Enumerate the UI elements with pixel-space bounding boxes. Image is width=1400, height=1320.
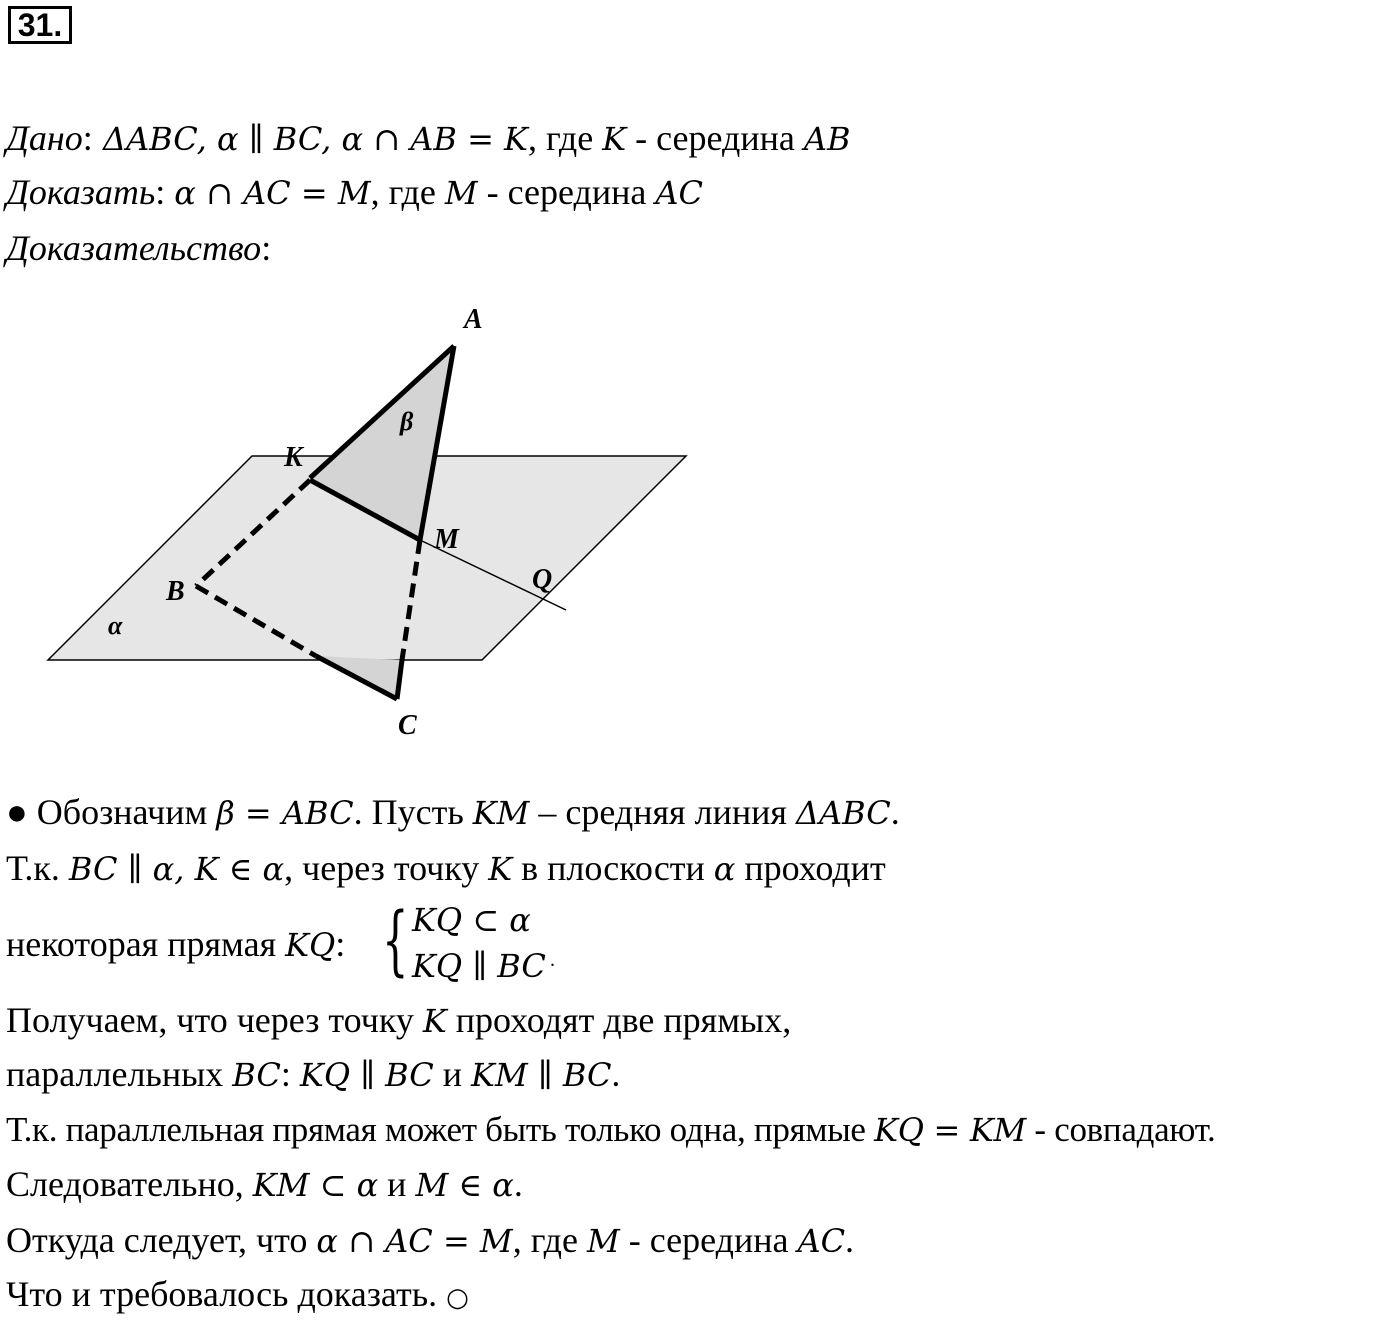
- proof-line-1: [6, 790, 900, 835]
- l7-t3: .: [513, 1164, 523, 1204]
- proof-line-7: [6, 1162, 523, 1207]
- l1-t3: – средняя линия: [529, 792, 796, 832]
- system-line-1: KQ ⊂ α: [412, 901, 531, 939]
- proof-heading: [6, 226, 271, 270]
- system-line-2: KQ ∥ BC: [412, 947, 546, 985]
- l5-m2: KQ ∥ BC: [299, 1056, 434, 1094]
- l8-t4: .: [845, 1220, 855, 1260]
- l1-t1: Обозначим: [36, 792, 217, 832]
- l5-m1: BC: [232, 1056, 281, 1094]
- prove-label: Доказать: [6, 172, 156, 212]
- l3-t1: некоторая прямая: [6, 924, 286, 964]
- l8-t3: - середина: [619, 1220, 798, 1260]
- label-b: B: [166, 576, 185, 607]
- given-label: Дано: [6, 118, 83, 158]
- system-dot: .: [550, 949, 555, 971]
- proof-line-5: [6, 1052, 620, 1097]
- l7-m1: KM ⊂ α: [252, 1166, 379, 1204]
- l4-t2: проходят две прямых,: [446, 1000, 792, 1040]
- l2-t4: проходит: [735, 848, 886, 888]
- label-c: C: [398, 710, 417, 741]
- label-q: Q: [532, 564, 553, 595]
- bullet: ●: [6, 792, 37, 832]
- prove-colon: :: [155, 172, 175, 212]
- l5-t2: :: [280, 1054, 300, 1094]
- l8-t2: , где: [512, 1220, 587, 1260]
- prove-line: [6, 170, 703, 215]
- l1-m3: ΔABC: [795, 794, 891, 832]
- l8-t1: Откуда следует, что: [6, 1220, 317, 1260]
- given-formula: ΔABC, α ∥ BC, α ∩ AB = K: [92, 120, 528, 158]
- l2-m3: α: [713, 850, 736, 888]
- label-beta: β: [400, 407, 414, 436]
- label-m: M: [434, 524, 459, 555]
- qed-symbol: ○: [446, 1283, 469, 1313]
- proof-label: Доказательство: [6, 228, 262, 268]
- l8-m3: AC: [797, 1222, 846, 1260]
- label-alpha: α: [108, 611, 123, 640]
- l5-t3: и: [433, 1054, 472, 1094]
- l5-t4: .: [611, 1054, 621, 1094]
- l2-t3: в плоскости: [512, 848, 714, 888]
- l9-t1: Что и требовалось доказать.: [6, 1274, 447, 1314]
- given-var1: K: [602, 120, 627, 158]
- l5-m3: KM ∥ BC: [471, 1056, 612, 1094]
- proof-line-6: [6, 1108, 1216, 1152]
- given-text1: , где: [527, 118, 603, 158]
- l1-m1: β = ABC: [216, 794, 354, 832]
- l2-m2: K: [488, 850, 513, 888]
- l1-t4: .: [890, 792, 900, 832]
- l5-t1: параллельных: [6, 1054, 233, 1094]
- l1-t2: . Пусть: [353, 792, 473, 832]
- prove-var2: AC: [655, 174, 703, 212]
- l8-m2: M: [586, 1222, 620, 1260]
- l3-t2: :: [335, 924, 346, 964]
- given-colon: :: [82, 118, 93, 158]
- l4-m1: K: [422, 1002, 447, 1040]
- proof-line-3: [6, 922, 345, 967]
- l7-m2: M ∈ α: [415, 1166, 514, 1204]
- proof-line-4: [6, 998, 791, 1043]
- l6-t1: Т.к. параллельная прямая может быть только одна, прямые: [6, 1110, 875, 1149]
- l8-m1: α ∩ AC = M: [316, 1222, 513, 1260]
- proof-colon: :: [261, 228, 272, 268]
- prove-var1: M: [444, 174, 478, 212]
- proof-line-9: [6, 1272, 469, 1320]
- proof-line-8: [6, 1218, 854, 1263]
- l4-t1: Получаем, что через точку: [6, 1000, 423, 1040]
- prove-text1: , где: [370, 172, 445, 212]
- given-line: [6, 116, 850, 161]
- problem-number: 31.: [8, 6, 72, 44]
- l2-m1: BC ∥ α, K ∈ α: [68, 850, 285, 888]
- prove-text2: - середина: [477, 172, 656, 212]
- given-var2: AB: [803, 120, 851, 158]
- l3-m1: KQ: [285, 926, 336, 964]
- label-a: A: [464, 304, 483, 335]
- l1-m2: KM: [472, 794, 530, 832]
- proof-line-2: [6, 846, 886, 891]
- l2-t1: Т.к.: [6, 848, 69, 888]
- l7-t1: Следовательно,: [6, 1164, 253, 1204]
- prove-formula: α ∩ AC = M: [174, 174, 371, 212]
- given-text2: - середина: [626, 118, 804, 158]
- l2-t2: , через точку: [284, 848, 489, 888]
- geometry-figure: [0, 290, 720, 750]
- l6-t2: - совпадают.: [1025, 1110, 1216, 1149]
- l6-m1: KQ = KM: [874, 1111, 1026, 1149]
- system-brace: {: [382, 895, 409, 984]
- l7-t2: и: [378, 1164, 416, 1204]
- label-k: K: [284, 442, 303, 473]
